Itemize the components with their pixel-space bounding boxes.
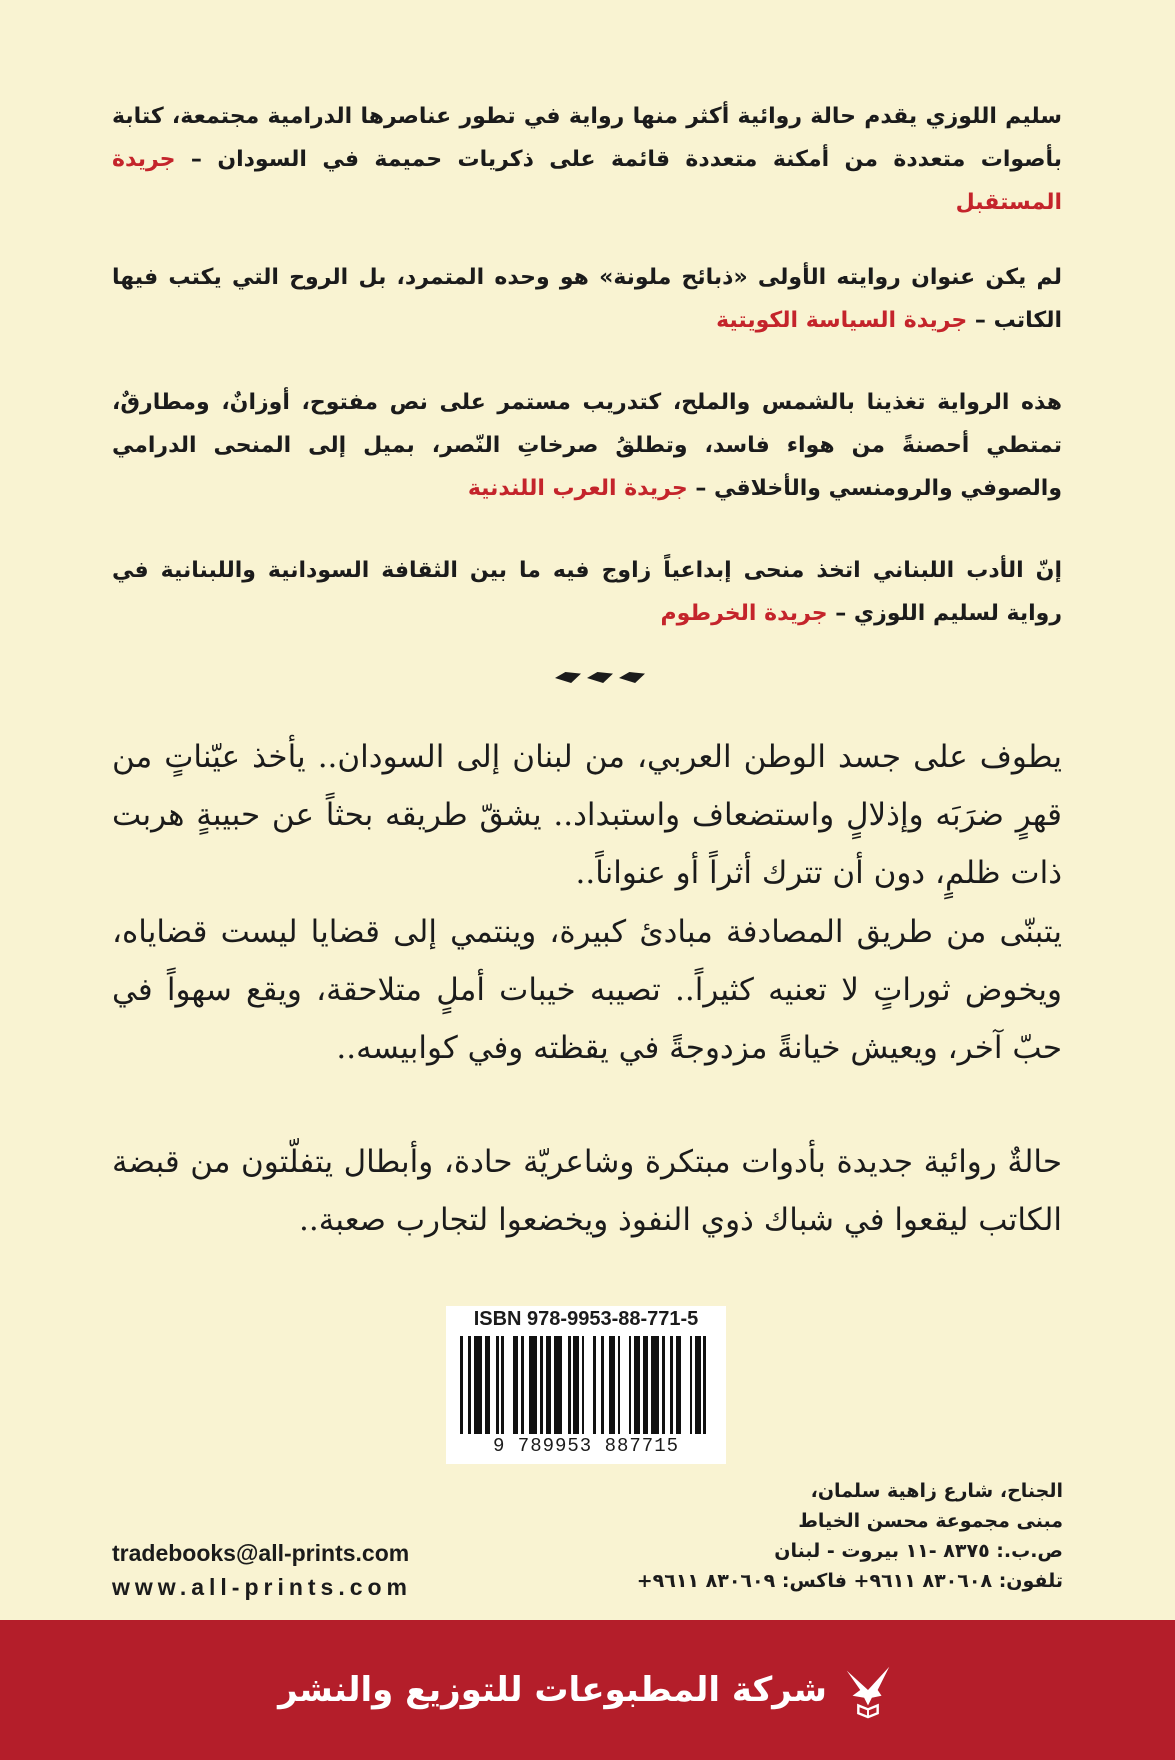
barcode-icon [460,1336,712,1434]
barcode-bar [651,1336,659,1434]
website-text: www.all-prints.com [112,1574,413,1600]
barcode-bar [706,1336,712,1434]
blurb-paragraph: يتبنّى من طريق المصادفة مبادئ كبيرة، وينتمي إلى قضايا ليست قضاياه، ويخوض ثوراتٍ لا تعنيه كثيراً.. تصيبه خيبات أملٍ متلاحقة، ويقع سهواً في حبّ آخر، ويعيش خيانةً مزدوجةً في يقظته وفي كوابيسه.. [112,914,1062,1066]
blurb-paragraph: يطوف على جسد الوطن العربي، من لبنان إلى السودان.. يأخذ عيّناتٍ من قهرٍ ضرَبَه وإذلالٍ واستضعاف واستبداد.. يشقّ طريقه بحثاً عن حبيبةٍ هربت ذات ظلمٍ، دون أن تترك أثراً أو عنواناً.. [112,739,1062,891]
isbn-label: ISBN 978-9953-88-771-5 [473,1308,699,1330]
isbn-digits: 9 789953 887715 [492,1435,680,1457]
review-quote [112,256,1062,342]
review-quote [112,95,1062,224]
bird-book-logo-icon [839,1661,897,1719]
address-line: الجناح، شارع زاهية سلمان، [810,1480,1063,1502]
publisher-name: شركة المطبوعات للتوزيع والنشر [278,1670,827,1710]
email-text: tradebooks@all-prints.com [112,1540,410,1566]
barcode-bar [681,1336,689,1434]
address-line: مبنى مجموعة محسن الخياط [798,1510,1063,1532]
publisher-contact [112,1536,412,1604]
barcode-bar [504,1336,512,1434]
review-source: جريدة الخرطوم [660,601,828,626]
barcode-bar [474,1336,482,1434]
publisher-address [623,1476,1063,1596]
barcode-bar [529,1336,537,1434]
barcode-bar [554,1336,562,1434]
review-quote [112,381,1062,510]
review-text: هذه الرواية تغذينا بالشمس والملح، كتدريب مستمر على نص مفتوح، أوزانٌ، ومطارقٌ، تمتطي أحصنةً من هواء فاسد، وتطلقُ صرخاتِ النّصر، بميل إلى المنحى الدرامي والصوفي والرومنسي والأخلاقي – [112,390,1062,501]
blurb-paragraph: حالةٌ روائية جديدة بأدوات مبتكرة وشاعريّة حادة، وأبطال يتفلّتون من قبضة الكاتب ليقعوا في شباك ذوي النفوذ ويخضعوا لتجارب صعبة.. [112,1144,1062,1238]
review-source: جريدة العرب اللندنية [467,476,688,501]
review-source: جريدة المستقبل [112,147,1062,215]
review-quote [112,549,1062,635]
divider-ornament-icon [587,672,613,683]
review-text: لم يكن عنوان روايته الأولى «ذبائح ملونة» هو وحده المتمرد، بل الروح التي يكتب فيها الكاتب – [112,265,1062,333]
divider-ornament-icon [619,672,645,683]
review-source: جريدة السياسة الكويتية [716,308,968,333]
section-divider [555,672,645,686]
isbn-barcode [446,1306,726,1464]
address-line: تلفون: ٨٣٠٦٠٨ ٩٦١١+ فاكس: ٨٣٠٦٠٩ ٩٦١١+ [636,1570,1063,1592]
divider-ornament-icon [555,672,581,683]
review-text: إنّ الأدب اللبناني اتخذ منحى إبداعياً زاوج فيه ما بين الثقافة السودانية واللبنانية في رواية لسليم اللوزي – [112,558,1062,626]
review-text: سليم اللوزي يقدم حالة روائية أكثر منها رواية في تطور عناصرها الدرامية مجتمعة، كتابة بأصوات متعددة من أمكنة متعددة قائمة على ذكريات حميمة في السودان – [112,104,1062,172]
address-line: ص.ب.: ٨٣٧٥ -١١ بيروت - لبنان [774,1540,1063,1562]
publisher-band [0,1620,1175,1760]
barcode-bar [584,1336,592,1434]
barcode-bar [620,1336,628,1434]
